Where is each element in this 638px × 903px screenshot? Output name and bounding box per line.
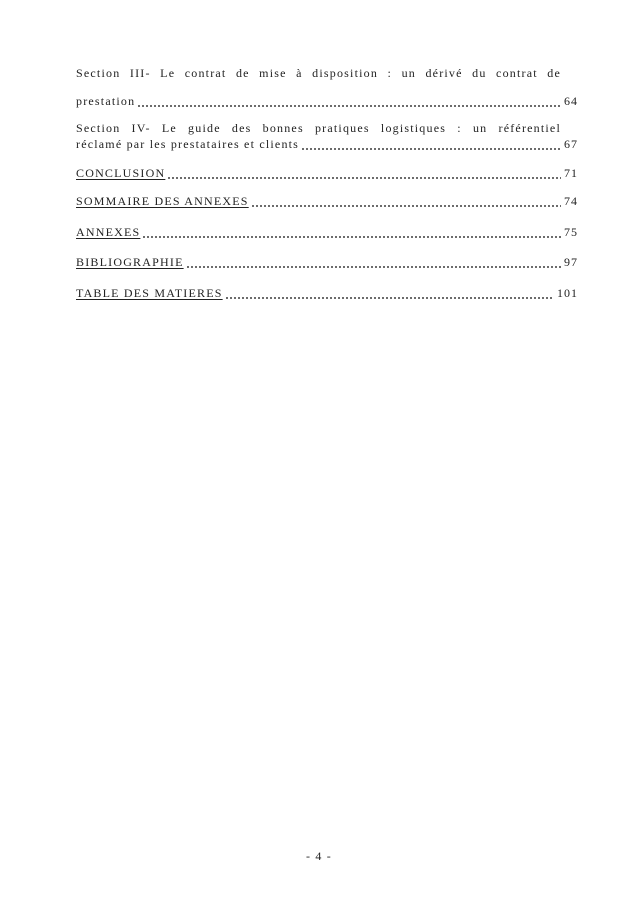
toc-entry-label: ANNEXES	[76, 225, 141, 239]
toc-entry-page-number: 64	[564, 94, 578, 108]
toc-entry-page-number: 97	[564, 255, 578, 269]
toc-entry-label: réclamé par les prestataires et clients	[76, 137, 300, 151]
toc-entry-label: CONCLUSION	[76, 166, 166, 180]
toc-entry-label: BIBLIOGRAPHIE	[76, 255, 184, 269]
toc-entry-bibliographie	[76, 254, 578, 270]
toc-entry-label: TABLE DES MATIERES	[76, 286, 223, 300]
dot-leader	[252, 193, 561, 209]
toc-entry-sommaire-des-annexes	[76, 193, 578, 209]
toc-entry-annexes	[76, 224, 578, 240]
toc-entry-page-number: 71	[564, 166, 578, 180]
toc-entry-conclusion	[76, 165, 578, 181]
dot-leader	[226, 285, 554, 301]
toc-entry-section-iv-line1: Section IV- Le guide des bonnes pratiques logistiques : un référentiel	[76, 121, 561, 135]
toc-entry-label: prestation	[76, 94, 136, 108]
toc-entry-page-number: 75	[564, 225, 578, 239]
toc-entry-section-iii-line1: Section III- Le contrat de mise à disposition : un dérivé du contrat de	[76, 66, 561, 80]
toc-entry-section-iii	[76, 93, 578, 109]
toc-entry-page-number: 67	[564, 137, 578, 151]
toc-entry-page-number: 101	[557, 286, 578, 300]
page-footer-number: - 4 -	[306, 849, 332, 863]
toc-entry-page-number: 74	[564, 194, 578, 208]
dot-leader	[187, 254, 561, 270]
toc-entry-label: SOMMAIRE DES ANNEXES	[76, 194, 249, 208]
dot-leader	[138, 93, 561, 109]
toc-entry-section-iv	[76, 136, 578, 152]
toc-entry-table-des-matieres	[76, 285, 578, 301]
dot-leader	[143, 224, 561, 240]
dot-leader	[302, 136, 561, 152]
dot-leader	[168, 165, 561, 181]
